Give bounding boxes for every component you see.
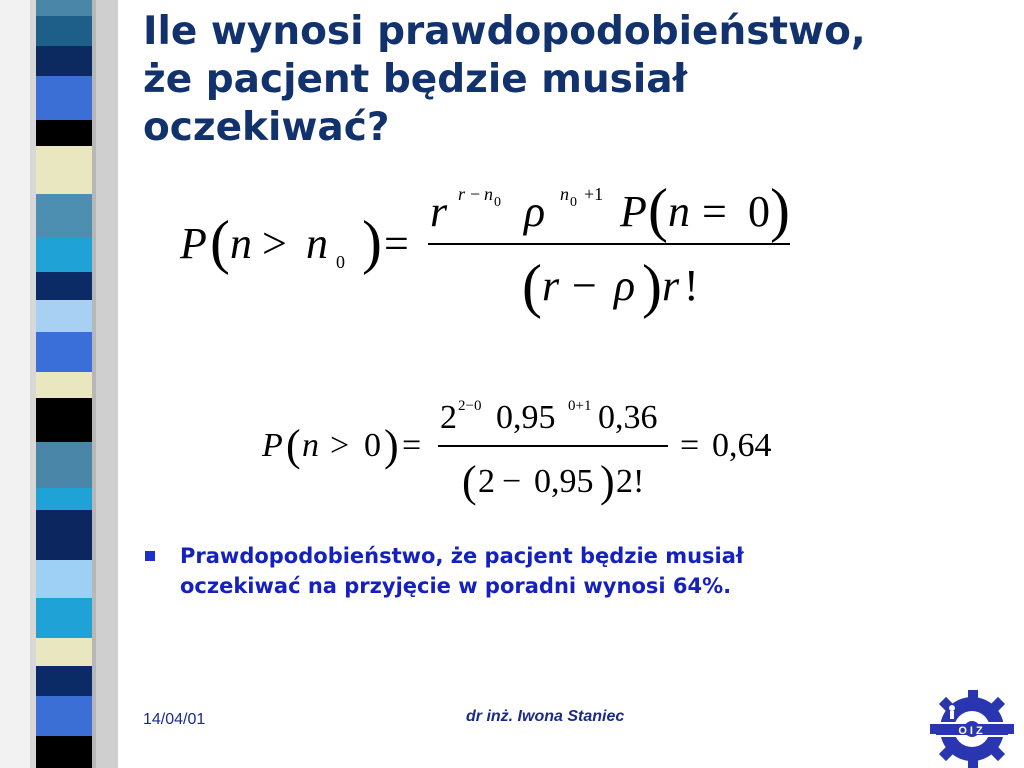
f1-lhs-close-paren: ) bbox=[362, 209, 382, 275]
f2-lhs-zero: 0 bbox=[364, 427, 381, 464]
f1-den-fact: ! bbox=[684, 261, 699, 310]
f2-den-close-paren: ) bbox=[600, 457, 615, 506]
f1-lhs-sub0: 0 bbox=[336, 252, 345, 272]
f2-lhs-close-paren: ) bbox=[384, 421, 399, 470]
footer-author: dr inż. Iwona Staniec bbox=[466, 708, 625, 725]
f1-lhs-P: P bbox=[180, 219, 207, 268]
f2-num-exp2: 0+1 bbox=[568, 398, 592, 414]
f2-num-end: 0,36 bbox=[598, 399, 658, 436]
f2-lhs-P: P bbox=[262, 427, 283, 464]
f1-num-r: r bbox=[430, 187, 448, 236]
f2-lhs-open-paren: ( bbox=[286, 421, 301, 470]
f2-lhs-eq: = bbox=[402, 427, 422, 464]
f2-num-base: 2 bbox=[440, 399, 457, 436]
f1-num-exp-r: r bbox=[458, 184, 466, 204]
bullet-square-icon bbox=[145, 551, 155, 561]
f1-den-minus: − bbox=[572, 261, 597, 310]
footer-date: 14/04/01 bbox=[143, 711, 206, 728]
f1-num-exp2-0: 0 bbox=[570, 195, 577, 210]
f1-num-close-paren: ) bbox=[770, 177, 790, 243]
f1-den-open-paren: ( bbox=[522, 253, 542, 319]
f1-num-exp-minus: − bbox=[470, 184, 481, 204]
f1-den-rho: ρ bbox=[614, 261, 636, 310]
f1-num-exp2-plus1: +1 bbox=[584, 184, 604, 204]
f1-num-eq: = bbox=[702, 187, 727, 236]
f1-lhs-n0: n bbox=[306, 219, 328, 268]
f1-lhs-gt: > bbox=[262, 219, 287, 268]
f1-num-open-paren: ( bbox=[648, 177, 668, 243]
f1-num-zero: 0 bbox=[748, 187, 770, 236]
f1-num-exp2-n: n bbox=[560, 184, 569, 204]
f1-num-exp-n: n bbox=[484, 184, 493, 204]
bullet-line-2: oczekiwać na przyjęcie w poradni wynosi 64%. bbox=[180, 574, 732, 598]
logo-text: OIZ bbox=[958, 725, 986, 737]
f1-num-exp-0: 0 bbox=[494, 195, 501, 210]
f1-den-r: r bbox=[542, 261, 560, 310]
f2-den-minus: − bbox=[502, 463, 522, 500]
bullet-line-1: Prawdopodobieństwo, że pacjent będzie musiał bbox=[180, 544, 744, 568]
f1-lhs-n: n bbox=[230, 219, 252, 268]
gear-logo-icon bbox=[930, 690, 1014, 768]
f1-lhs-open-paren: ( bbox=[210, 209, 230, 275]
f2-num-mid: 0,95 bbox=[496, 399, 556, 436]
f2-lhs-gt: > bbox=[330, 427, 350, 464]
f1-lhs-eq: = bbox=[384, 219, 409, 268]
f2-rhs-value: 0,64 bbox=[712, 427, 772, 464]
f2-den-tail: 2! bbox=[616, 463, 645, 500]
f2-rhs-eq: = bbox=[680, 427, 700, 464]
title-line-2: że pacjent będzie musiał bbox=[143, 57, 688, 102]
f1-num-n: n bbox=[668, 187, 690, 236]
f2-den-095: 0,95 bbox=[534, 463, 594, 500]
f2-num-exp1: 2−0 bbox=[458, 398, 482, 414]
f2-den-two: 2 bbox=[478, 463, 495, 500]
f1-num-rho: ρ bbox=[524, 187, 546, 236]
f1-den-r2: r bbox=[662, 261, 680, 310]
bullet-text bbox=[180, 541, 980, 601]
f1-den-close-paren: ) bbox=[642, 253, 662, 319]
f2-lhs-n: n bbox=[302, 427, 319, 464]
f1-num-P: P bbox=[620, 187, 647, 236]
title-line-1: Ile wynosi prawdopodobieństwo, bbox=[143, 9, 866, 54]
title-line-3: oczekiwać? bbox=[143, 105, 390, 150]
f2-den-open-paren: ( bbox=[462, 457, 477, 506]
